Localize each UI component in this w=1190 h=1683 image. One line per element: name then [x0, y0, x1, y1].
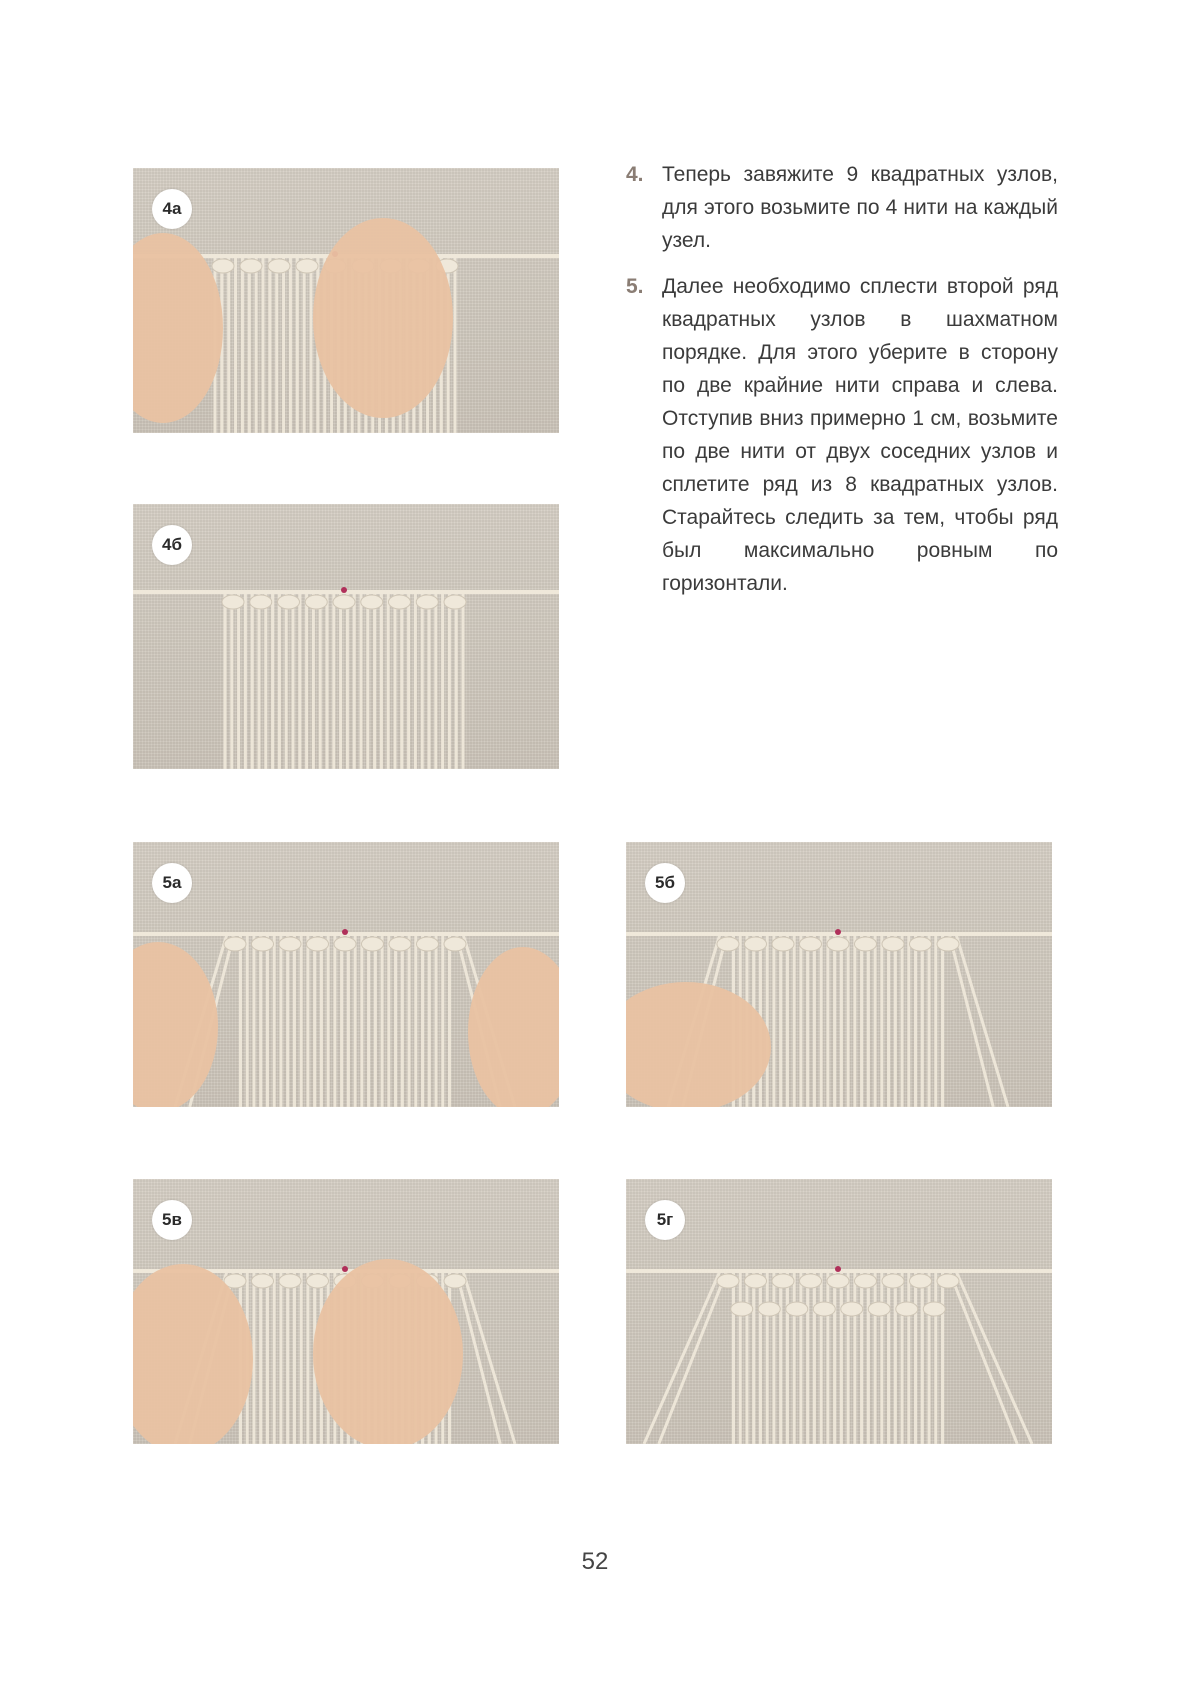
photo-5b-illustration	[626, 842, 1052, 1107]
cords	[133, 218, 559, 433]
cord-strand	[659, 1271, 727, 1444]
cords	[626, 1266, 1052, 1444]
square-knot	[250, 595, 272, 609]
cord-strand	[956, 934, 1008, 1107]
cords	[133, 929, 559, 1107]
pin	[835, 1266, 841, 1272]
square-knot	[937, 937, 959, 951]
square-knot	[389, 595, 411, 609]
page-number: 52	[581, 1548, 609, 1575]
cord-strand	[949, 1271, 1017, 1444]
square-knot	[334, 937, 356, 951]
square-knot	[813, 1302, 835, 1316]
cords	[626, 929, 1052, 1107]
square-knot	[361, 595, 383, 609]
square-knot	[800, 1274, 822, 1288]
square-knot	[305, 595, 327, 609]
photo-4a-illustration	[133, 168, 559, 433]
step-number: 4.	[626, 163, 644, 186]
square-knot	[827, 1274, 849, 1288]
photo-step-5b	[626, 842, 1052, 1107]
photo-5g-illustration	[626, 1179, 1052, 1444]
square-knot	[279, 937, 301, 951]
cord-strand	[463, 1271, 515, 1444]
photo-step-5v	[133, 1179, 559, 1444]
square-knot	[389, 937, 411, 951]
hand	[313, 1259, 463, 1444]
square-knot	[224, 937, 246, 951]
square-knot	[855, 937, 877, 951]
square-knot	[882, 937, 904, 951]
hand	[133, 942, 218, 1107]
hand	[626, 982, 771, 1107]
square-knot	[827, 937, 849, 951]
square-knot	[910, 937, 932, 951]
square-knot	[855, 1274, 877, 1288]
square-knot	[279, 1274, 301, 1288]
photo-4b-illustration	[133, 504, 559, 769]
step-5	[626, 270, 1058, 600]
photo-step-5a	[133, 842, 559, 1107]
square-knot	[252, 937, 274, 951]
photo-step-4a	[133, 168, 559, 433]
square-knot	[772, 937, 794, 951]
square-knot	[800, 937, 822, 951]
square-knot	[416, 595, 438, 609]
square-knot	[296, 259, 318, 273]
square-knot	[868, 1302, 890, 1316]
cords	[133, 587, 559, 769]
square-knot	[444, 595, 466, 609]
photo-label-badge: 5б	[645, 863, 685, 903]
square-knot	[222, 595, 244, 609]
step-4	[626, 158, 1058, 257]
pin	[835, 929, 841, 935]
cord-strand	[956, 1271, 1032, 1444]
instructions	[626, 158, 1058, 613]
photo-5v-illustration	[133, 1179, 559, 1444]
square-knot	[333, 595, 355, 609]
photo-label-badge: 5а	[152, 863, 192, 903]
square-knot	[786, 1302, 808, 1316]
hand	[468, 947, 559, 1107]
square-knot	[278, 595, 300, 609]
photo-label-badge: 5г	[645, 1200, 685, 1240]
hand	[133, 233, 223, 423]
cords	[133, 1259, 559, 1444]
photo-label-badge: 4а	[152, 189, 192, 229]
photo-step-5g	[626, 1179, 1052, 1444]
square-knot	[307, 1274, 329, 1288]
photo-step-4b	[133, 504, 559, 769]
square-knot	[417, 937, 439, 951]
square-knot	[841, 1302, 863, 1316]
photo-label-badge: 4б	[152, 525, 192, 565]
hand	[133, 1264, 253, 1444]
square-knot	[444, 937, 466, 951]
square-knot	[772, 1274, 794, 1288]
photo-5a-illustration	[133, 842, 559, 1107]
square-knot	[268, 259, 290, 273]
step-text: Теперь завяжите 9 квадратных узлов, для этого возьмите по 4 нити на каждый узел.	[662, 163, 1058, 252]
pin	[342, 1266, 348, 1272]
square-knot	[240, 259, 262, 273]
square-knot	[717, 937, 739, 951]
cord-strand	[949, 934, 993, 1107]
square-knot	[444, 1274, 466, 1288]
square-knot	[307, 937, 329, 951]
step-text: Далее необходимо сплести второй ряд квадратных узлов в шахматном порядке. Для этого уберите в сторону по две крайние нити справа и слева. Отступив вниз примерно 1 см, возьмите по две нити от двух соседних узлов и сплетите ряд из 8 квадратных узлов. Старайтесь следить за тем, чтобы ряд был максимально ровным по горизонтали.	[662, 275, 1058, 595]
hand	[313, 218, 453, 418]
square-knot	[937, 1274, 959, 1288]
square-knot	[896, 1302, 918, 1316]
step-number: 5.	[626, 275, 644, 298]
square-knot	[923, 1302, 945, 1316]
square-knot	[212, 259, 234, 273]
square-knot	[910, 1274, 932, 1288]
pin	[342, 929, 348, 935]
square-knot	[882, 1274, 904, 1288]
square-knot	[745, 1274, 767, 1288]
square-knot	[745, 937, 767, 951]
square-knot	[717, 1274, 739, 1288]
square-knot	[758, 1302, 780, 1316]
cord-strand	[644, 1271, 720, 1444]
square-knot	[252, 1274, 274, 1288]
pin	[341, 587, 347, 593]
square-knot	[731, 1302, 753, 1316]
photo-label-badge: 5в	[152, 1200, 192, 1240]
square-knot	[362, 937, 384, 951]
